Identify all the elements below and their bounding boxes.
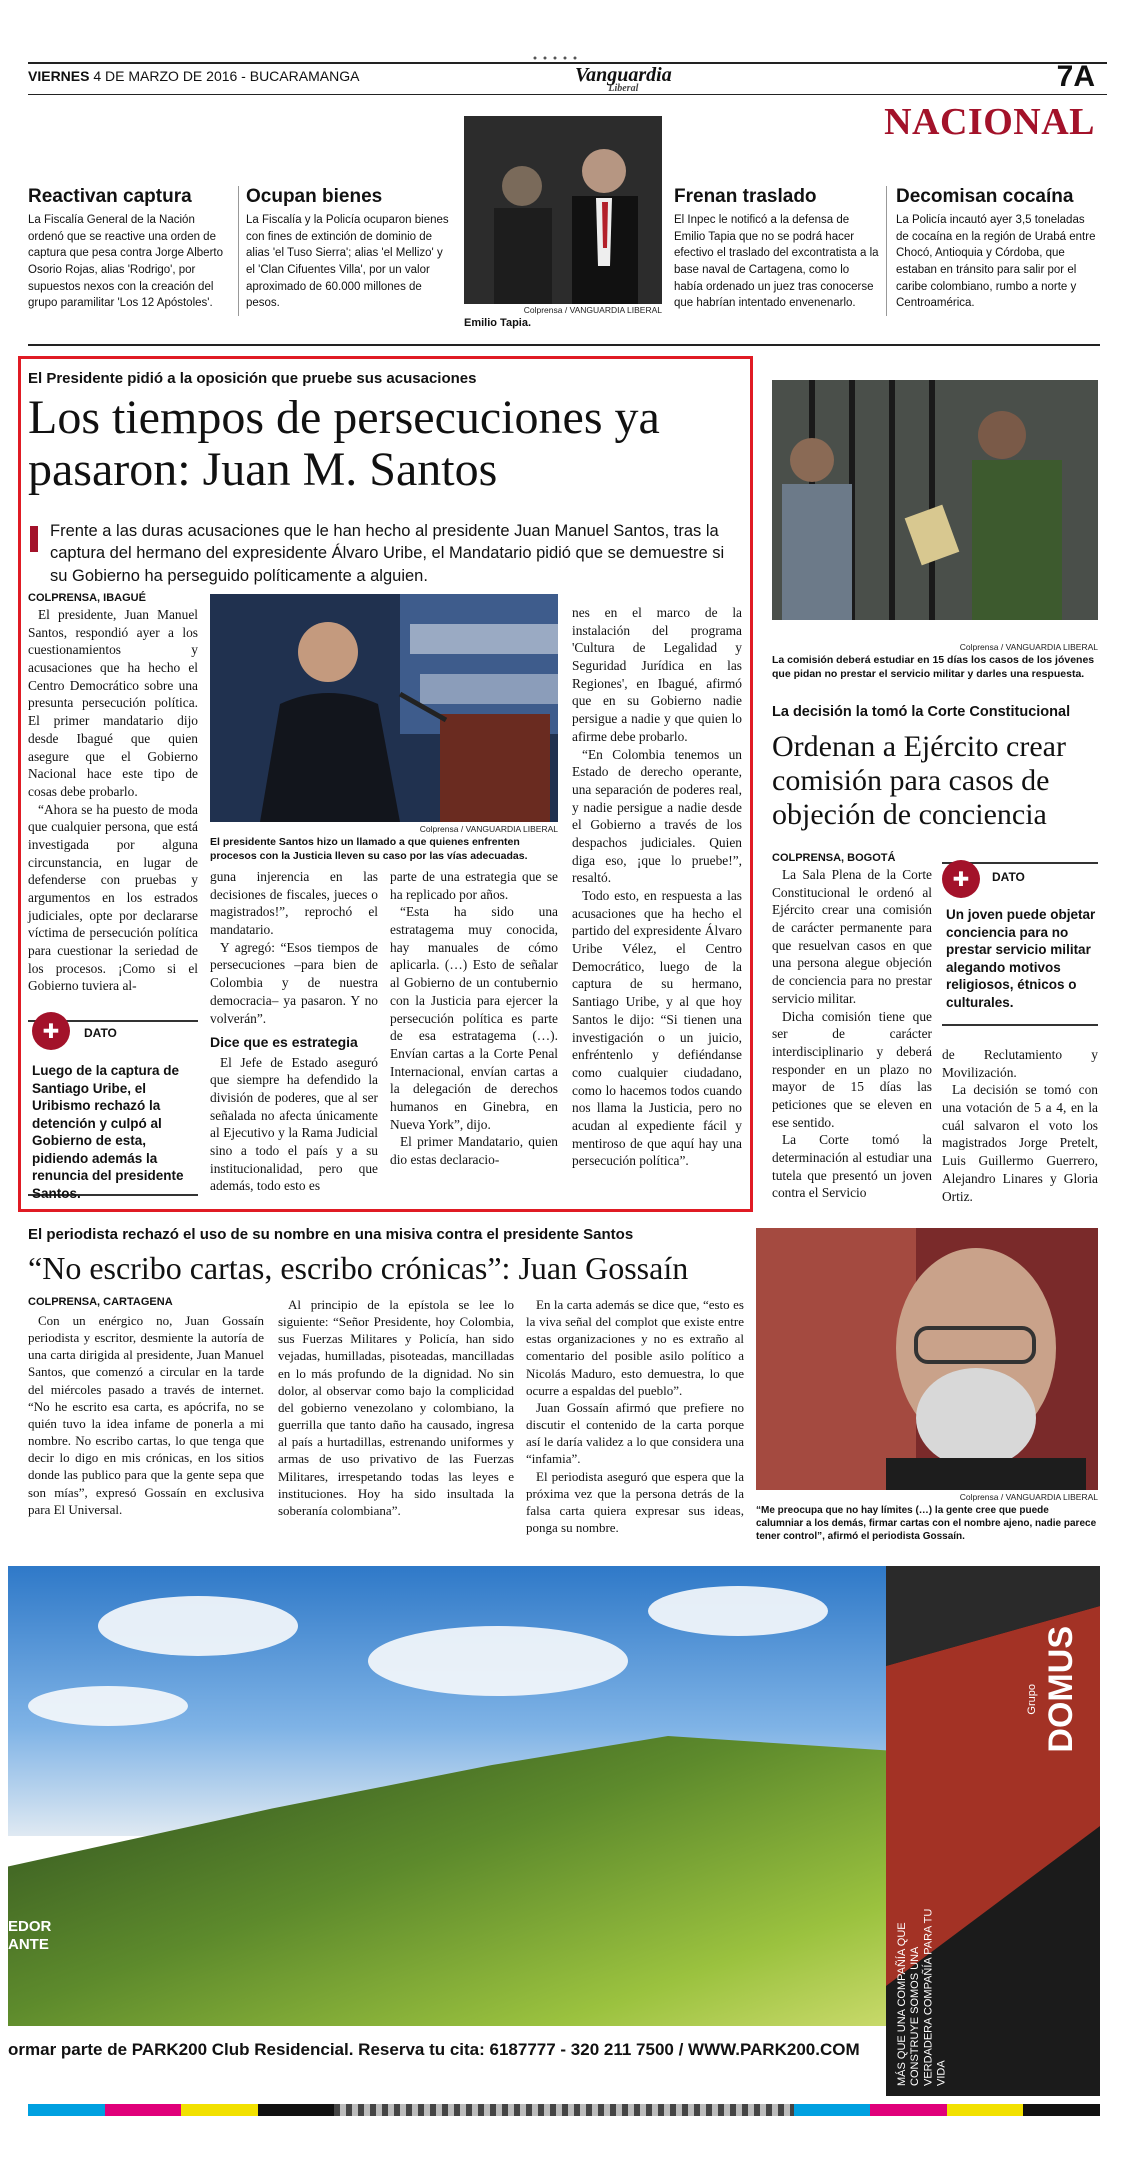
paragraph: Al principio de la epístola se lee lo siguiente: “Señor Presidente, hoy Colombia, sus Fuerzas Militares y Policía, han sido vejadas, humilladas, pisoteadas, mancilladas en lo más profundo de la dignidad. No sin dolor, al observar como bajo la complicidad del gobierno venezolano y colombiano, la guerrilla que tanto daño ha causado, ingresa al país a hurtadillas, estrenando uniformes y armas de uso privativo de las Fuerzas Militares, irrespetando todas las leyes e instituciones. Hoy ha sido insultada la soberanía colombiana”.: [278, 1297, 514, 1518]
color-swatch: [947, 2104, 1024, 2116]
paragraph: Y agregó: “Esos tiempos de persecuciones –para bien de Colombia y de nuestra democracia– ya pasaron. Y no volverán”.: [210, 939, 378, 1026]
main-col4: [572, 604, 742, 1170]
paragraph: El periodista aseguró que espera que la próxima vez que la persona detrás de la falsa carta quiera expresar sus ideas, ponga su nombre.: [526, 1468, 744, 1536]
gossain-col1: [28, 1312, 264, 1518]
main-subhead: Dice que es estrategia: [210, 1034, 358, 1051]
main-col3: [390, 868, 558, 1169]
paragraph: de Reclutamiento y Movilización.: [942, 1047, 1098, 1080]
print-marks: [530, 46, 590, 52]
brief-text: La Fiscalía y la Policía ocuparon bienes con fines de extinción de dominio de alias 'el Tuso Sierra'; alias 'el Mellizo' y el 'Clan Cifuentes Villa', por un valor aproximado de 60.000 millones de pesos.: [246, 214, 449, 310]
photo-caption: La comisión deberá estudiar en 15 días los casos de los jóvenes que pidan no prestar el servicio militar y darles una respuesta.: [772, 654, 1095, 680]
ad-left-text-1: EDOR: [8, 1918, 52, 1935]
color-swatch: [181, 2104, 258, 2116]
header-rule-top: [28, 62, 1107, 64]
header-date: [28, 68, 359, 84]
photo-credit: Colprensa / VANGUARDIA LIBERAL: [523, 305, 662, 315]
paragraph: “En Colombia tenemos un Estado de derecho operante, una separación de poderes real, y nadie persigue a nadie desde el Gobierno a través de los despachos judiciales. Quien diga eso, ¡que lo pruebe!”, resaltó.: [572, 746, 742, 886]
main-col1: [28, 606, 198, 995]
side-col2: [942, 1046, 1098, 1205]
side-kicker: La decisión la tomó la Corte Constitucional: [772, 704, 1071, 720]
paragraph: nes en el marco de la instalación del programa 'Cultura de Legalidad y Seguridad Jurídica en las Regiones', en Ibagué, afirmó que en su Gobierno nadie persigue a nadie y que quien lo afirme debe probarlo.: [572, 605, 742, 744]
lede-marker: [30, 526, 38, 552]
main-kicker: El Presidente pidió a la oposición que pruebe sus acusaciones: [28, 370, 477, 387]
brief-decomisan: [896, 186, 1096, 312]
dato-label: DATO: [84, 1026, 117, 1040]
paragraph: El Jefe de Estado aseguró que siempre ha defendido la división de poderes, que al ser señalada no afecta únicamente al Ejecutivo y la Rama Judicial sino a todo el país y a su institucionalidad, pero que además, todo esto es: [210, 1054, 378, 1194]
brief-title: Frenan traslado: [674, 186, 817, 207]
color-swatch: [870, 2104, 947, 2116]
brief-text: La Policía incautó ayer 3,5 toneladas de cocaína en la región de Urabá entre Chocó, Antioquia y Córdoba, que estaban en tránsito para salir por el caribe colombiano, rumbo a norte y Centroamérica.: [896, 214, 1096, 310]
color-swatch: [794, 2104, 871, 2116]
photo-credit: Colprensa / VANGUARDIA LIBERAL: [959, 1492, 1098, 1502]
brief-frenan: [674, 186, 879, 312]
color-swatch: [258, 2104, 335, 2116]
gossain-headline: “No escribo cartas, escribo crónicas”: Juan Gossaín: [28, 1250, 689, 1286]
paragraph: La Sala Plena de la Corte Constitucional le ordenó al Ejército crear una comisión de carácter permanente para que resuelvan casos en que una persona alegue objeción de conciencia para no prestar servicio militar.: [772, 867, 932, 1006]
photo-santos: [210, 594, 558, 822]
side-dato-box: [942, 862, 1098, 1026]
header-day: VIERNES: [28, 68, 90, 84]
paragraph: “Esta ha sido una estratagema muy conocida, hay manuales de cómo aplicarla. (…) Esto de señalar al Gobierno de un contubernio con la Justicia para ejercer la persecución política es parte de esa estratagema (…). Envían cartas a la Corte Penal Internacional, envían cartas a la delegación de derechos humanos en Ginebra, en Nueva York”, dijo.: [390, 904, 558, 1132]
advertisement: [8, 1566, 1100, 2096]
paragraph: La Corte tomó la determinación al estudiar una tutela que presentó un joven contra el Servicio: [772, 1132, 932, 1201]
brief-ocupan: [246, 186, 451, 312]
paragraph: El primer Mandatario, quien dio estas declaracio-: [390, 1134, 558, 1167]
brief-title: Ocupan bienes: [246, 186, 383, 207]
logo-sub: Liberal: [608, 83, 639, 94]
main-headline: Los tiempos de persecuciones ya pasaron: Juan M. Santos: [28, 391, 660, 496]
photo-ejercito: [772, 380, 1098, 620]
side-col1: [772, 866, 932, 1202]
brief-title: Decomisan cocaína: [896, 186, 1074, 207]
ad-cloud: [368, 1626, 628, 1696]
paragraph: La decisión se tomó con una votación de 5 a 4, en la cuál salvaron el voto los magistrados Jorge Pretelt, Luis Guillermo Guerrero, Alejandro Linares y Gloria Ortiz.: [942, 1082, 1098, 1204]
brief-text: La Fiscalía General de la Nación ordenó que se reactive una orden de captura que pesa contra Jorge Alberto Osorio Rojas, alias 'Rodrigo', por supuestos nexos con la creación del grupo paramilitar 'Los 12 Apóstoles'.: [28, 214, 223, 310]
logo-text: Vanguardia: [575, 64, 672, 86]
dato-badge-icon: ✚: [32, 1012, 70, 1050]
photo-emilio-tapia: [464, 116, 662, 304]
ad-cloud: [648, 1586, 828, 1636]
paragraph: El presidente, Juan Manuel Santos, respondió ayer a los cuestionamientos y acusaciones que ha hecho el Centro Democrático sobre una presunta persecución política. El primer mandatario dijo desde Ibagué que quien asegure que el Gobierno Nacional hace este tipo de cosas debe probarlo.: [28, 607, 198, 799]
paragraph: “Ahora se ha puesto de moda que cualquier persona, que está investigada por alguna circunstancia, en lugar de defenderse con pruebas y argumentos en los estrados judiciales, opte por declararse víctima de persecución política para cuestionar la seriedad de los procesos. ¡Como si el Gobierno tuviera al-: [28, 801, 198, 994]
side-dateline: COLPRENSA, BOGOTÁ: [772, 852, 896, 864]
header-rule-bottom: [28, 94, 1107, 95]
gossain-col3: [526, 1296, 744, 1536]
newspaper-logo: [575, 64, 672, 94]
ad-contact-strip: ormar parte de PARK200 Club Residencial. Reserva tu cita: 6187777 - 320 211 7500 / WWW.PARK200.COM: [8, 2030, 888, 2070]
color-swatch: [1023, 2104, 1100, 2116]
ad-left-text: [8, 1918, 51, 1954]
color-swatch: [105, 2104, 182, 2116]
photo-figures: [464, 116, 662, 304]
ad-cloud: [98, 1596, 298, 1656]
dato-label: DATO: [992, 870, 1025, 884]
brief-reactivan: [28, 186, 233, 312]
header-date-rest: 4 DE MARZO DE 2016 - BUCARAMANGA: [93, 68, 360, 84]
paragraph: parte de una estrategia que se ha replicado por años.: [390, 869, 558, 902]
ad-cloud: [28, 1686, 188, 1726]
brief-title: Reactivan captura: [28, 186, 192, 207]
divider: [886, 186, 887, 316]
photo-caption: Emilio Tapia.: [464, 317, 532, 329]
dato-text: Un joven puede objetar conciencia para no prestar servicio militar alegando motivos religiosos, étnicos o culturales.: [946, 907, 1096, 1010]
ad-brand-name: DOMUS: [1042, 1626, 1080, 1753]
photo-caption: “Me preocupa que no hay límites (…) la gente cree que puede calumniar a los demás, firmar cartas con el nombre ajeno, nadie parece tener control”, afirmó el periodista Gossaín.: [756, 1505, 1097, 1542]
photo-gossain: [756, 1228, 1098, 1490]
ad-brand-panel: [886, 1566, 1100, 2096]
color-swatch: [334, 2104, 793, 2116]
print-color-bar: [28, 2104, 1100, 2118]
page-number: 7A: [1056, 60, 1095, 93]
photo-caption: El presidente Santos hizo un llamado a que quienes enfrenten procesos con la Justicia lleven su caso por las vías adecuadas.: [210, 836, 528, 862]
photo-credit: Colprensa / VANGUARDIA LIBERAL: [959, 642, 1098, 652]
paragraph: guna injerencia en las decisiones de fiscales, jueces o magistrados!”, reprochó el mandatario.: [210, 869, 378, 938]
ad-left-text-2: ANTE: [8, 1936, 49, 1953]
photo-credit: Colprensa / VANGUARDIA LIBERAL: [419, 824, 558, 834]
paragraph: En la carta además se dice que, “esto es la viva señal del complot que existe entre estas organizaciones y no es extraño al comentario del posible asilo político a Nicolás Maduro, esto demuestra, lo que ocurre a espaldas del pueblo”.: [526, 1297, 744, 1398]
gossain-col2: [278, 1296, 514, 1519]
paragraph: Dicha comisión tiene que ser de carácter interdisciplinario y deberá responder en un plazo no mayor de 15 días las peticiones que se eleven en ese sentido.: [772, 1008, 932, 1130]
brief-text: El Inpec le notificó a la defensa de Emilio Tapia que no se podrá hacer efectivo el traslado del excontratista a la base naval de Cartagena, como lo había ordenado un juez tras conocerse que habrían intentado envenenarlo.: [674, 214, 879, 310]
main-lede: Frente a las duras acusaciones que le han hecho al presidente Juan Manuel Santos, tras la captura del hermano del expresidente Álvaro Uribe, el Mandatario pidió que se demuestre si su Gobierno ha perseguido políticamente a alguien.: [50, 522, 725, 585]
dato-text: Luego de la captura de Santiago Uribe, el Uribismo rechazó la detención y culpó al Gobierno de esta, pidiendo además la renuncia del presidente Santos.: [32, 1063, 184, 1201]
section-rule: [28, 344, 1100, 346]
dato-badge-icon: ✚: [942, 860, 980, 898]
main-col2: [210, 868, 378, 1195]
photo-ejercito-scene: [772, 380, 1098, 620]
main-dateline: COLPRENSA, IBAGUÉ: [28, 592, 146, 604]
ad-brand-small: Grupo: [1026, 1684, 1038, 1715]
gossain-kicker: El periodista rechazó el uso de su nombre en una misiva contra el presidente Santos: [28, 1226, 634, 1243]
paragraph: Con un enérgico no, Juan Gossaín periodista y escritor, desmiente la autoría de una carta dirigida al presidente, Juan Manuel Santos, que comenzó a circular en la tarde del miércoles pasado a través de internet. “No he escrito esa carta, es apócrifa, no se quién tuvo la idea infame de ponerla a mi nombre. No escribo cartas, lo que tenga que decir lo digo en mis crónicas, en los sitios donde las publico para que la gente sepa que son mías”, expresó Gossaín en exclusiva para El Universal.: [28, 1313, 264, 1517]
photo-santos-scene: [210, 594, 558, 822]
color-swatch: [28, 2104, 105, 2116]
gossain-dateline: COLPRENSA, CARTAGENA: [28, 1296, 173, 1308]
paragraph: Todo esto, en respuesta a las acusaciones que ha hecho el partido del expresidente Álvaro Uribe Vélez, el Centro Democrático, luego de la captura de su hermano, Santiago Uribe, y al que hoy Santos le dijo: “Si tienen una investigación o un juicio, enfréntenlo y defiéndanse como cualquier ciudadano, como lo hacemos todos cuando nos llama la Justicia, pero no acudan al expediente fácil y mentiroso de que aquí hay una persecución política”.: [572, 888, 742, 1169]
section-title: NACIONAL: [884, 101, 1095, 143]
paragraph: Juan Gossaín afirmó que prefiere no discutir el contenido de la carta porque así le daría validez a lo que considera una “infamia”.: [526, 1399, 744, 1467]
divider: [238, 186, 239, 316]
side-headline: Ordenan a Ejército crear comisión para casos de objeción de conciencia: [772, 730, 1066, 831]
ad-tagline: MÁS QUE UNA COMPAÑÍA QUE CONSTRUYE SOMOS UNA VERDADERA COMPAÑÍA PARA TU VIDA: [896, 1908, 948, 2086]
photo-gossain-scene: [756, 1228, 1098, 1490]
main-dato-box: [28, 1020, 198, 1201]
